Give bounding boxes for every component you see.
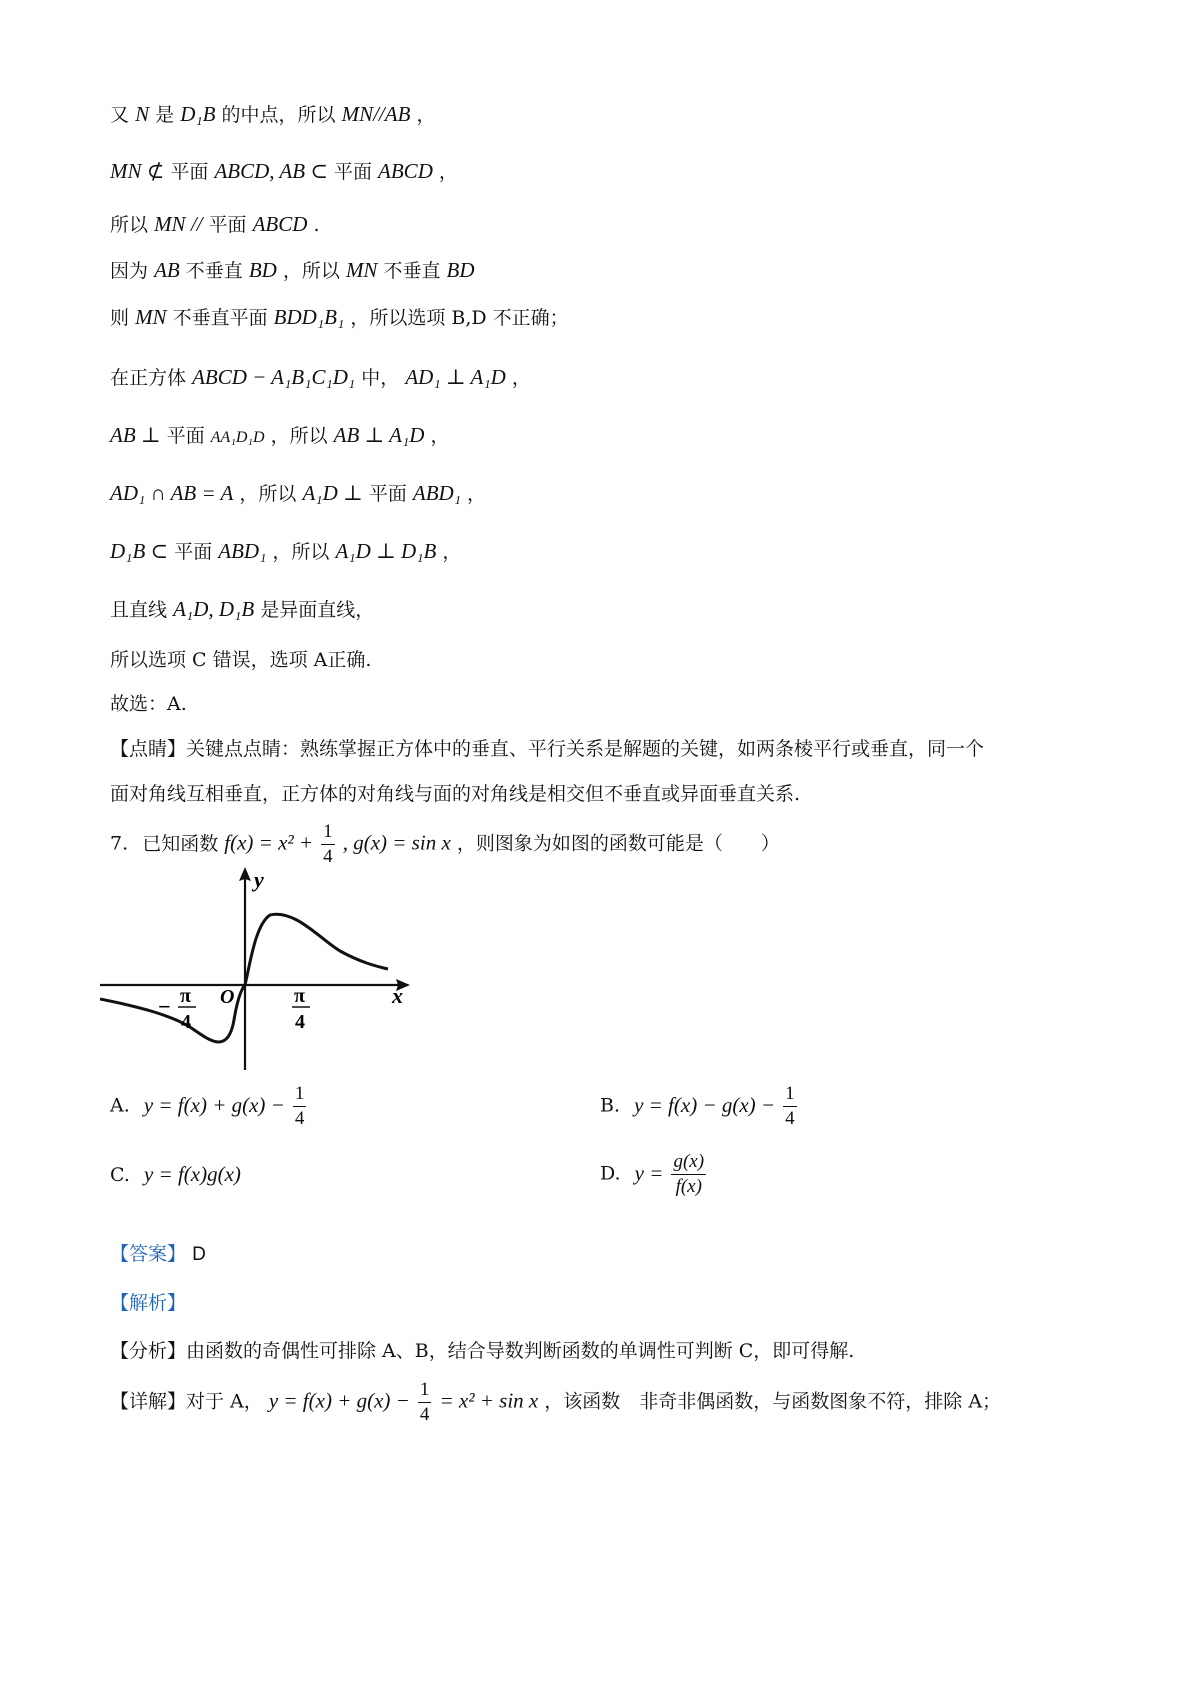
dianjing-line-1: 【点睛】关键点点睛：熟练掌握正方体中的垂直、平行关系是解题的关键，如两条棱平行或垂直，同一个 bbox=[110, 738, 985, 760]
xiangjie-line bbox=[110, 1378, 1001, 1427]
text: 又 bbox=[110, 104, 130, 126]
text: 【详解】对于 A， bbox=[110, 1390, 263, 1413]
fraction-denominator: f(x) bbox=[675, 1176, 702, 1197]
text-line-1 bbox=[110, 100, 435, 129]
math: ABCD bbox=[378, 159, 433, 183]
fenxi-line: 【分析】由函数的奇偶性可排除 A、B，结合导数判断函数的单调性可判断 C，即可得解. bbox=[110, 1340, 855, 1362]
text: ，所以 bbox=[282, 260, 340, 282]
math: , g(x) = sin x bbox=[342, 830, 451, 855]
pos-tick-pi: π bbox=[294, 985, 305, 1007]
y-axis-arrow bbox=[239, 867, 251, 881]
math: f(x) = x² + bbox=[224, 830, 314, 855]
text: ， bbox=[467, 483, 487, 505]
answer-line bbox=[110, 1240, 206, 1269]
text: 已知函数 bbox=[142, 832, 219, 855]
math: A₁D, D₁B bbox=[173, 597, 255, 621]
text: ，所以选项 B,D 不正确； bbox=[350, 307, 569, 329]
text-line-7 bbox=[110, 421, 450, 452]
text: ， bbox=[438, 161, 458, 183]
pos-tick-den: 4 bbox=[295, 1011, 305, 1033]
math: y = f(x) + g(x) − bbox=[143, 1092, 285, 1117]
option-c[interactable] bbox=[110, 1160, 241, 1189]
text: 不垂直 bbox=[383, 260, 441, 282]
question-7 bbox=[110, 820, 780, 869]
math: = x² + sin x bbox=[439, 1388, 539, 1413]
math: BDD₁B₁ bbox=[273, 305, 345, 329]
text: . bbox=[313, 214, 320, 236]
fraction bbox=[293, 1082, 307, 1131]
math: y = f(x) + g(x) − bbox=[268, 1388, 410, 1413]
analysis-line bbox=[110, 1289, 186, 1317]
math: N bbox=[135, 102, 150, 126]
fraction-denominator: 4 bbox=[323, 846, 333, 867]
math: D₁B ⊂ bbox=[110, 539, 169, 563]
fraction-denominator: 4 bbox=[785, 1108, 795, 1129]
text: 平面 bbox=[208, 214, 247, 236]
math: A₁D ⊥ bbox=[302, 481, 363, 505]
dianjing-line-2: 面对角线互相垂直，正方体的对角线与面的对角线是相交但不垂直或异面垂直关系. bbox=[110, 783, 801, 805]
text: 因为 bbox=[110, 260, 149, 282]
text: 所以 bbox=[110, 214, 149, 236]
math: y = bbox=[634, 1160, 664, 1185]
fraction bbox=[418, 1378, 432, 1427]
text: 平面 bbox=[166, 425, 205, 447]
text-line-6 bbox=[110, 363, 531, 392]
text-line-5 bbox=[110, 303, 569, 332]
math: MN // bbox=[154, 212, 203, 236]
text: ，则图象为如图的函数可能是（ ） bbox=[456, 832, 780, 855]
math: AA₁D₁D bbox=[210, 429, 265, 446]
text-line-10 bbox=[110, 595, 374, 624]
math: AD₁ ⊥ A₁D bbox=[405, 365, 506, 389]
fraction-numerator: 1 bbox=[783, 1082, 797, 1107]
text: ，所以 bbox=[270, 425, 328, 447]
text: 平面 bbox=[368, 483, 407, 505]
question-number: 7. bbox=[110, 832, 129, 855]
fraction-numerator: 1 bbox=[418, 1378, 432, 1403]
option-label: D. bbox=[600, 1162, 621, 1185]
math: AD₁ ∩ AB = A bbox=[110, 481, 234, 505]
option-b[interactable] bbox=[600, 1082, 799, 1131]
text: 平面 bbox=[170, 161, 209, 183]
math: AB bbox=[154, 258, 180, 282]
neg-tick-sign: − bbox=[158, 994, 171, 1019]
math: ABD₁ bbox=[218, 539, 267, 563]
text: ， bbox=[511, 367, 531, 389]
x-axis-label: x bbox=[392, 983, 403, 1008]
text: 的中点，所以 bbox=[221, 104, 336, 126]
text: 不垂直平面 bbox=[172, 307, 268, 329]
text-line-12: 故选：A. bbox=[110, 693, 187, 715]
math: MN//AB bbox=[341, 102, 411, 126]
neg-tick-den: 4 bbox=[181, 1011, 191, 1033]
text: ， bbox=[430, 425, 450, 447]
fraction-numerator: 1 bbox=[321, 820, 335, 845]
text: ，所以 bbox=[272, 541, 330, 563]
text: ， bbox=[416, 104, 436, 126]
option-label: C. bbox=[110, 1164, 130, 1186]
math: ABCD, AB ⊂ bbox=[214, 159, 328, 183]
text: ，该函数 非奇非偶函数，与函数图象不符，排除 A； bbox=[544, 1390, 1002, 1413]
text-line-3 bbox=[110, 210, 320, 239]
math: MN bbox=[345, 258, 378, 282]
answer-value: D bbox=[192, 1244, 206, 1265]
math: y = f(x) − g(x) − bbox=[634, 1092, 776, 1117]
math: BD bbox=[248, 258, 277, 282]
text-line-2 bbox=[110, 157, 458, 186]
text: 中， bbox=[361, 367, 400, 389]
math: ABD₁ bbox=[412, 481, 461, 505]
math: y = f(x)g(x) bbox=[143, 1162, 241, 1186]
neg-tick-pi: π bbox=[180, 985, 191, 1007]
text: 且直线 bbox=[110, 599, 168, 621]
math: MN ⊄ bbox=[110, 159, 165, 183]
origin-label: O bbox=[220, 986, 235, 1008]
y-axis-label: y bbox=[254, 867, 264, 892]
math: A₁D ⊥ D₁B bbox=[335, 539, 437, 563]
function-graph bbox=[100, 865, 420, 1080]
text: 是 bbox=[155, 104, 175, 126]
text: 是异面直线， bbox=[260, 599, 375, 621]
option-label: B. bbox=[600, 1094, 621, 1117]
answer-tag: 【答案】 bbox=[110, 1243, 187, 1265]
math: ABCD bbox=[252, 212, 308, 236]
math: MN bbox=[135, 305, 167, 329]
option-d[interactable] bbox=[600, 1150, 708, 1199]
math: D₁B bbox=[180, 102, 216, 126]
text: 在正方体 bbox=[110, 367, 187, 389]
text: ，所以 bbox=[239, 483, 297, 505]
fraction bbox=[671, 1150, 706, 1199]
fraction-denominator: 4 bbox=[294, 1108, 305, 1129]
text: 平面 bbox=[174, 541, 213, 563]
text-line-4 bbox=[110, 256, 475, 285]
fraction bbox=[321, 820, 335, 869]
math: AB ⊥ bbox=[110, 423, 161, 447]
text-line-8 bbox=[110, 479, 486, 508]
fraction bbox=[783, 1082, 797, 1131]
math: ABCD − A₁B₁C₁D₁ bbox=[192, 365, 356, 389]
option-a[interactable] bbox=[110, 1082, 308, 1131]
analysis-tag: 【解析】 bbox=[110, 1292, 187, 1314]
math: AB ⊥ A₁D bbox=[333, 423, 425, 447]
fraction-numerator: 1 bbox=[293, 1082, 307, 1107]
fraction-numerator: g(x) bbox=[671, 1150, 706, 1175]
fraction-denominator: 4 bbox=[419, 1404, 430, 1425]
text: ， bbox=[442, 541, 462, 563]
text: 平面 bbox=[333, 161, 372, 183]
text: 不垂直 bbox=[185, 260, 243, 282]
text-line-11: 所以选项 C 错误，选项 A正确. bbox=[110, 649, 372, 671]
option-label: A. bbox=[110, 1094, 130, 1117]
text: 则 bbox=[110, 307, 130, 329]
math: BD bbox=[446, 258, 475, 282]
text-line-9 bbox=[110, 537, 461, 566]
